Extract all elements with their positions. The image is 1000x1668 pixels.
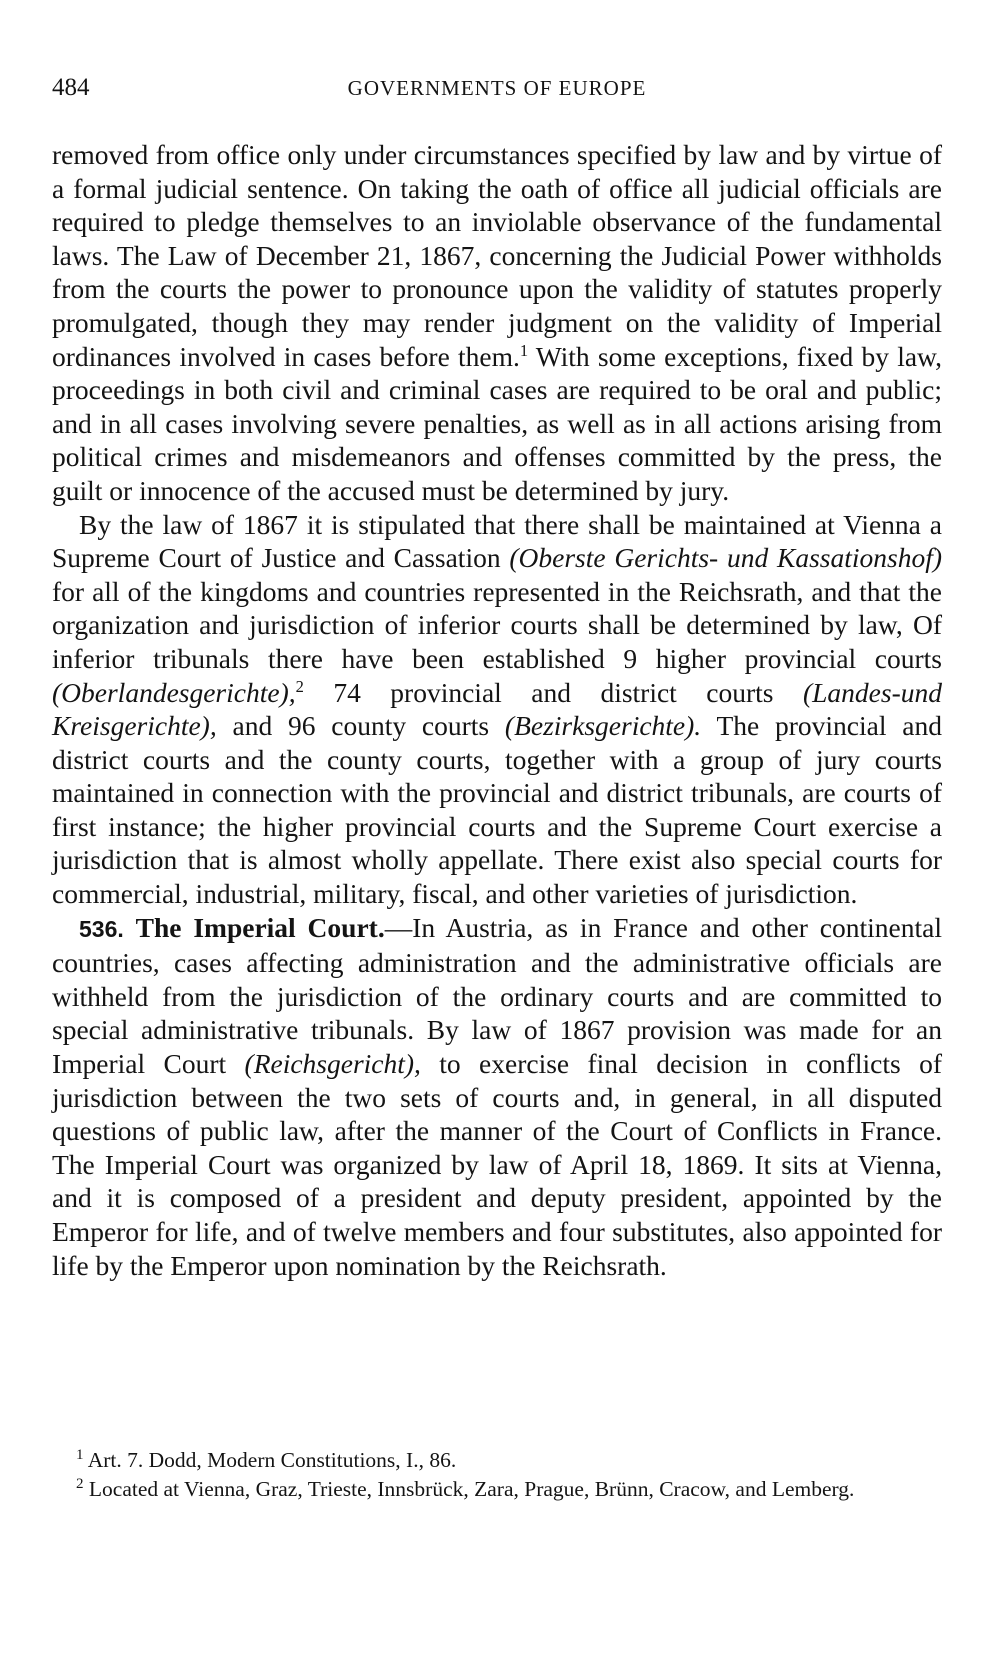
text-run: and 96 county courts (216, 710, 505, 742)
text-run: —In Austria, as in France and other continental countries, cases affecting administration and the administrative officials are withheld from the jurisdiction of the ordinary courts and are committed to special administrative tribunals. By law of 1867 provision was made for an Imperial Court (52, 911, 942, 1080)
page-number: 484 (52, 74, 90, 101)
footnote-ref: 2 (295, 676, 304, 696)
text-run: for all of the kingdoms and countries represented in the Reichsrath, and that the organization and jurisdiction of inferior courts shall be determined by law, Of inferior tribunals there have been established 9 higher provincial courts (52, 575, 942, 674)
italic-term: (Landes-und Kreisgerichte), (52, 676, 942, 742)
italic-term: (Bezirksgerichte). (504, 710, 702, 742)
text-run: The provincial and district courts and the county courts, together with a group of jury courts maintained in connection with the provincial and district tribunals, are courts of first instance; the higher provincial courts and the Supreme Court exercise a jurisdiction that is almost wholly appellate. There exist also special courts for commercial, industrial, military, fiscal, and other varieties of jurisdiction. (52, 710, 942, 910)
footnote-text: Art. 7. Dodd, Modern Constitutions, I., 86. (83, 1448, 457, 1472)
paragraph-imperial-court (52, 911, 942, 1283)
paragraph-supreme-court (52, 508, 942, 911)
footnote-ref: 1 (519, 340, 529, 360)
footnote-text: Located at Vienna, Graz, Trieste, Innsbrück, Zara, Prague, Brünn, Cracow, and Lemberg. (83, 1477, 855, 1501)
footnote (52, 1446, 942, 1475)
footnote-mark: 1 (76, 1446, 84, 1463)
page-header (52, 74, 942, 114)
text-run: 74 provincial and district courts (303, 676, 803, 708)
text-run: By the law of 1867 it is stipulated that there shall be maintained at Vienna a Supreme Court of Justice and Cassation (52, 508, 942, 574)
italic-term: (Oberste Gerichts- und Kassationshof) (509, 542, 942, 574)
italic-term: (Oberlandesgerichte), (52, 676, 296, 708)
footnote-mark: 2 (76, 1475, 84, 1492)
footnote (52, 1475, 942, 1504)
section-number: 536. (79, 915, 124, 942)
italic-term: (Reichsgericht), (244, 1048, 421, 1080)
text-run: With some exceptions, fixed by law, proceedings in both civil and criminal cases are required to be oral and public; and in all cases involving severe penalties, as well as in all actions arising from political crimes and misdemeanors and offenses committed by the press, the guilt or innocence of the accused must be determined by jury. (52, 340, 942, 506)
footnotes (52, 1446, 942, 1504)
running-head: GOVERNMENTS OF EUROPE (347, 76, 647, 100)
body-text (52, 138, 942, 1282)
paragraph-continuation (52, 138, 942, 508)
section-title: The Imperial Court. (135, 911, 385, 943)
text-run: to exercise final decision in conflicts of jurisdiction between the two sets of courts and, in general, in all disputed questions of public law, after the manner of the Court of Conflicts in France. The Imperial Court was organized by law of April 18, 1869. It sits at Vienna, and it is composed of a president and deputy president, appointed by the Emperor for life, and of twelve members and four substitutes, also appointed for life by the Emperor upon nomination by the Reichsrath. (52, 1048, 942, 1281)
text-run: removed from office only under circumstances specified by law and by virtue of a formal judicial sentence. On taking the oath of office all judicial officials are required to pledge themselves to an inviolable observance of the fundamental laws. The Law of December 21, 1867, concerning the Judicial Power withholds from the courts the power to pronounce upon the validity of statutes properly promulgated, though they may render judgment on the validity of Imperial ordinances involved in cases before them. (52, 139, 942, 372)
